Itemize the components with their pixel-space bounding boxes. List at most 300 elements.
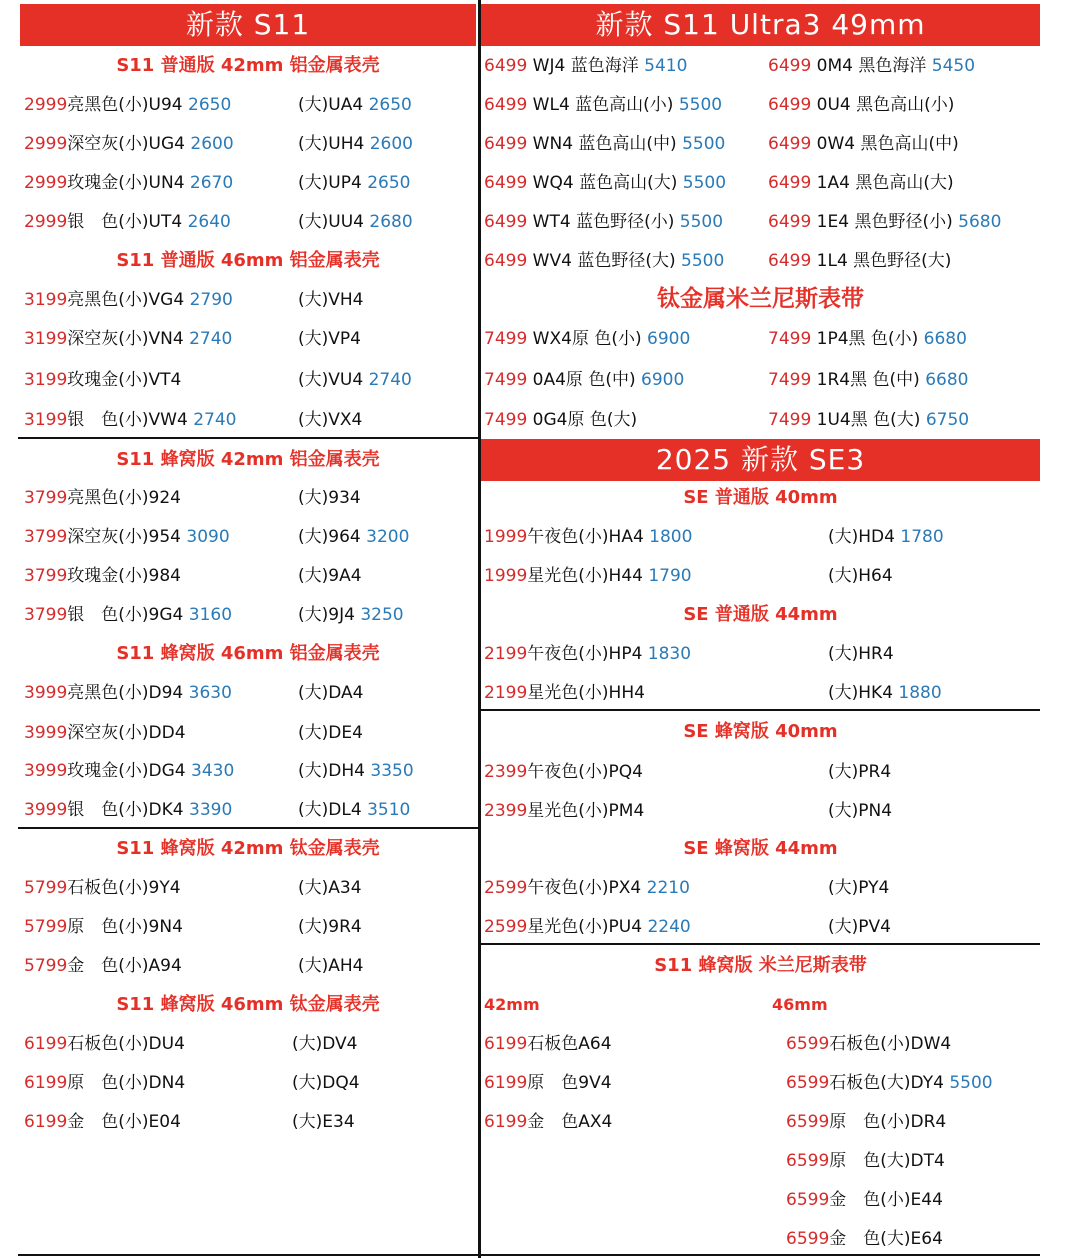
divider-right-2 xyxy=(480,943,1040,945)
item-code: 玫瑰金(小)UN4 xyxy=(67,173,185,193)
small-cell xyxy=(24,756,234,786)
section-title: S11 蜂窝版 42mm 铝金属表壳 xyxy=(116,449,380,470)
item-code: 深空灰(小)954 xyxy=(67,527,181,547)
stock-number: 6680 xyxy=(923,329,967,349)
item-code: 玫瑰金(小)VT4 xyxy=(67,370,182,390)
item-code: (大)VP4 xyxy=(298,329,361,349)
table-row xyxy=(24,522,498,552)
stock-number: 2600 xyxy=(190,134,234,154)
item-code: 0M4 黑色海洋 xyxy=(816,56,927,76)
item-code: (大)UA4 xyxy=(298,95,364,115)
table-row xyxy=(24,912,498,942)
price: 2599 xyxy=(484,917,528,937)
milanese-title: 钛金属米兰尼斯表带 xyxy=(657,286,864,312)
milanese-46-item xyxy=(786,1185,943,1215)
item-code: (大)HR4 xyxy=(828,644,894,664)
price: 6499 xyxy=(768,56,812,76)
large-cell xyxy=(298,207,413,237)
milanese-42-item xyxy=(484,1068,612,1098)
ultra-row-left xyxy=(484,324,690,354)
stock-number: 3160 xyxy=(188,605,233,625)
ultra-row-right xyxy=(768,324,967,354)
milanese-42-item xyxy=(484,1029,612,1059)
stock-number: 2680 xyxy=(369,212,413,232)
section-title: SE 普通版 40mm xyxy=(683,487,838,508)
stock-number: 6680 xyxy=(925,370,969,390)
item-code: WT4 蓝色野径(小) xyxy=(532,212,675,232)
item-code: 1P4黑 色(小) xyxy=(816,329,919,349)
item-code: 1L4 黑色野径(大) xyxy=(816,251,952,271)
ultra-row-right xyxy=(768,51,975,81)
table-row xyxy=(484,796,1028,826)
item-code: 星光色(小)PU4 xyxy=(527,917,643,937)
price: 1999 xyxy=(484,527,528,547)
price: 2999 xyxy=(24,173,68,193)
small-cell xyxy=(484,639,691,669)
milanese-46-item xyxy=(786,1224,943,1254)
price: 6499 xyxy=(768,173,812,193)
stock-number: 5500 xyxy=(678,95,723,115)
stock-number: 5500 xyxy=(682,173,727,193)
large-cell xyxy=(298,405,362,435)
item-code: (大)HD4 xyxy=(828,527,895,547)
stock-number: 1780 xyxy=(900,527,944,547)
large-cell xyxy=(828,796,892,826)
item-code: 金 色AX4 xyxy=(527,1112,613,1132)
large-cell xyxy=(298,522,409,552)
small-cell xyxy=(24,795,232,825)
ultra-row-left xyxy=(484,405,637,435)
small-cell xyxy=(24,405,236,435)
item-code: 玫瑰金(小)984 xyxy=(67,566,181,586)
small-cell xyxy=(24,365,181,395)
large-cell xyxy=(298,365,412,395)
price: 6499 xyxy=(484,212,528,232)
divider-left-2 xyxy=(18,827,479,829)
stock-number: 1790 xyxy=(648,566,692,586)
ultra-row-right xyxy=(768,90,954,120)
price: 2999 xyxy=(24,212,68,232)
item-code: (大)VU4 xyxy=(298,370,364,390)
small-cell xyxy=(24,1107,181,1137)
milanese-46-item xyxy=(786,1068,993,1098)
item-code: (大)E34 xyxy=(292,1112,355,1132)
small-cell xyxy=(24,324,232,354)
ultra-row-right xyxy=(768,365,968,395)
price: 3799 xyxy=(24,566,68,586)
section-title: S11 蜂窝版 米兰尼斯表带 xyxy=(654,955,867,976)
price: 7499 xyxy=(484,329,528,349)
price: 2999 xyxy=(24,134,68,154)
item-code: (大)934 xyxy=(298,488,361,508)
table-row xyxy=(484,757,1028,787)
small-cell xyxy=(24,483,181,513)
item-code: (大)DL4 xyxy=(298,800,362,820)
table-row xyxy=(24,324,498,354)
stock-number: 6900 xyxy=(647,329,691,349)
item-code: WL4 蓝色高山(小) xyxy=(532,95,674,115)
stock-number: 2210 xyxy=(646,878,690,898)
price: 3999 xyxy=(24,683,68,703)
price: 7499 xyxy=(484,370,528,390)
price: 6499 xyxy=(484,134,528,154)
price: 6499 xyxy=(484,251,528,271)
small-cell xyxy=(24,718,186,748)
item-code: 0U4 黑色高山(小) xyxy=(816,95,955,115)
stock-number: 2740 xyxy=(189,329,233,349)
section-title: S11 普通版 46mm 铝金属表壳 xyxy=(116,250,380,271)
item-code: 银 色(小)DK4 xyxy=(67,800,184,820)
item-code: WV4 蓝色野径(大) xyxy=(532,251,676,271)
item-code: 1R4黑 色(中) xyxy=(816,370,920,390)
price: 2399 xyxy=(484,762,528,782)
section-title: SE 普通版 44mm xyxy=(683,604,838,625)
price: 3199 xyxy=(24,370,68,390)
item-code: (大)VH4 xyxy=(298,290,364,310)
stock-number: 2650 xyxy=(368,95,412,115)
item-code: 原 色(小)DR4 xyxy=(829,1112,947,1132)
divider-bottom xyxy=(18,1254,1040,1256)
item-code: (大)DQ4 xyxy=(292,1073,360,1093)
price: 6499 xyxy=(768,95,812,115)
price: 6199 xyxy=(484,1034,528,1054)
stock-number: 2670 xyxy=(189,173,234,193)
banner-se3: 2025 新款 SE3 xyxy=(481,439,1040,481)
section-title: S11 蜂窝版 42mm 钛金属表壳 xyxy=(116,838,380,859)
table-row xyxy=(484,678,1028,708)
item-code: (大)H64 xyxy=(828,566,893,586)
price: 6199 xyxy=(24,1112,68,1132)
item-code: (大)UP4 xyxy=(298,173,362,193)
price: 7499 xyxy=(768,329,812,349)
item-code: 金 色(大)E64 xyxy=(829,1229,943,1249)
item-code: (大)DA4 xyxy=(298,683,364,703)
small-cell xyxy=(24,873,181,903)
price: 6499 xyxy=(484,56,528,76)
stock-number: 5410 xyxy=(644,56,688,76)
price: 7499 xyxy=(768,370,812,390)
item-code: (大)DV4 xyxy=(292,1034,358,1054)
table-row xyxy=(24,600,498,630)
price: 6599 xyxy=(786,1190,830,1210)
ultra-row-left xyxy=(484,246,724,276)
item-code: 0G4原 色(大) xyxy=(532,410,638,430)
item-code: 亮黑色(小)VG4 xyxy=(67,290,185,310)
item-code: (大)DH4 xyxy=(298,761,365,781)
table-row xyxy=(24,873,498,903)
table-row xyxy=(24,365,498,395)
table-row xyxy=(24,285,498,315)
stock-number: 6900 xyxy=(641,370,685,390)
ultra-row-left xyxy=(484,168,726,198)
large-cell xyxy=(298,951,364,981)
table-row xyxy=(24,90,498,120)
large-cell xyxy=(292,1107,355,1137)
item-code: 0W4 黑色高山(中) xyxy=(816,134,959,154)
price: 5799 xyxy=(24,878,68,898)
ultra-row-left xyxy=(484,90,722,120)
section-title: S11 蜂窝版 46mm 铝金属表壳 xyxy=(116,643,380,664)
stock-number: 2790 xyxy=(189,290,233,310)
table-row xyxy=(24,951,498,981)
ultra-row-right xyxy=(768,405,969,435)
item-code: WX4原 色(小) xyxy=(532,329,642,349)
small-cell xyxy=(24,522,230,552)
item-code: 午夜色(小)PQ4 xyxy=(527,762,643,782)
item-code: 石板色(小)DW4 xyxy=(829,1034,952,1054)
price: 2199 xyxy=(484,644,528,664)
item-code: 金 色(小)E44 xyxy=(829,1190,943,1210)
table-row xyxy=(24,1029,492,1059)
small-cell xyxy=(484,912,691,942)
item-code: (大)UU4 xyxy=(298,212,364,232)
large-cell xyxy=(828,912,891,942)
table-row xyxy=(24,405,498,435)
large-cell xyxy=(828,678,942,708)
item-code: 午夜色(小)PX4 xyxy=(527,878,642,898)
price: 3999 xyxy=(24,723,68,743)
small-cell xyxy=(484,678,645,708)
item-code: (大)A34 xyxy=(298,878,362,898)
price: 3799 xyxy=(24,605,68,625)
small-cell xyxy=(484,522,692,552)
price: 6599 xyxy=(786,1229,830,1249)
item-code: 亮黑色(小)U94 xyxy=(67,95,183,115)
stock-number: 5680 xyxy=(958,212,1002,232)
item-code: 银 色(小)9G4 xyxy=(67,605,184,625)
stock-number: 1880 xyxy=(898,683,942,703)
stock-number: 3390 xyxy=(189,800,233,820)
table-row xyxy=(484,561,1028,591)
stock-number: 2740 xyxy=(193,410,237,430)
price: 6499 xyxy=(484,173,528,193)
small-cell xyxy=(24,600,232,630)
large-cell xyxy=(828,522,944,552)
item-code: 原 色(小)9N4 xyxy=(67,917,183,937)
price: 6599 xyxy=(786,1034,830,1054)
item-code: 金 色(小)E04 xyxy=(67,1112,181,1132)
large-cell xyxy=(298,324,361,354)
table-row xyxy=(484,522,1028,552)
item-code: 深空灰(小)VN4 xyxy=(67,329,184,349)
price: 3999 xyxy=(24,800,68,820)
item-code: 石板色A64 xyxy=(527,1034,612,1054)
item-code: WJ4 蓝色海洋 xyxy=(532,56,639,76)
banner-s11: 新款 S11 xyxy=(20,4,476,46)
price: 5799 xyxy=(24,956,68,976)
price: 3199 xyxy=(24,329,68,349)
large-cell xyxy=(298,678,364,708)
stock-number: 5500 xyxy=(949,1073,993,1093)
price: 6499 xyxy=(768,212,812,232)
price: 6199 xyxy=(24,1034,68,1054)
stock-number: 6750 xyxy=(925,410,970,430)
small-cell xyxy=(24,1029,185,1059)
stock-number: 2240 xyxy=(647,917,691,937)
table-row xyxy=(484,912,1028,942)
item-code: WN4 蓝色高山(中) xyxy=(532,134,677,154)
banner-s11-ultra3: 新款 S11 Ultra3 49mm xyxy=(481,4,1040,46)
table-row xyxy=(24,129,498,159)
milanese-46-item xyxy=(786,1107,946,1137)
item-code: 石板色(小)DU4 xyxy=(67,1034,185,1054)
price: 7499 xyxy=(768,410,812,430)
item-code: (大)964 xyxy=(298,527,361,547)
item-code: 星光色(小)H44 xyxy=(527,566,643,586)
stock-number: 5500 xyxy=(681,251,725,271)
stock-number: 2650 xyxy=(188,95,232,115)
stock-number: 3090 xyxy=(186,527,230,547)
item-code: 0A4原 色(中) xyxy=(532,370,636,390)
price: 1999 xyxy=(484,566,528,586)
item-code: 亮黑色(小)924 xyxy=(67,488,181,508)
large-cell xyxy=(828,561,893,591)
table-row xyxy=(484,639,1028,669)
price: 6499 xyxy=(484,95,528,115)
large-cell xyxy=(298,561,362,591)
item-code: 星光色(小)HH4 xyxy=(527,683,645,703)
stock-number: 3430 xyxy=(191,761,235,781)
item-code: 1A4 黑色高山(大) xyxy=(816,173,954,193)
section-title: S11 蜂窝版 46mm 钛金属表壳 xyxy=(116,994,380,1015)
price: 6199 xyxy=(484,1073,528,1093)
price: 2399 xyxy=(484,801,528,821)
milanese-42-item xyxy=(484,1107,612,1137)
small-cell xyxy=(24,129,234,159)
divider-right-1 xyxy=(480,709,1040,711)
small-cell xyxy=(24,168,233,198)
small-cell xyxy=(24,207,231,237)
price: 6599 xyxy=(786,1151,830,1171)
ultra-row-right xyxy=(768,129,959,159)
item-code: 1U4黑 色(大) xyxy=(816,410,921,430)
item-code: (大)PY4 xyxy=(828,878,890,898)
price: 3199 xyxy=(24,410,68,430)
stock-number: 5450 xyxy=(931,56,976,76)
small-cell xyxy=(24,951,182,981)
stock-number: 2740 xyxy=(368,370,412,390)
table-row xyxy=(24,795,498,825)
large-cell xyxy=(298,285,364,315)
stock-number: 5500 xyxy=(682,134,726,154)
small-cell xyxy=(24,90,231,120)
item-code: 原 色9V4 xyxy=(527,1073,612,1093)
stock-number: 3510 xyxy=(367,800,411,820)
price: 3799 xyxy=(24,527,68,547)
large-cell xyxy=(828,639,894,669)
stock-number: 5500 xyxy=(679,212,724,232)
ultra-row-left xyxy=(484,129,725,159)
stock-number: 3250 xyxy=(360,605,404,625)
item-code: (大)DE4 xyxy=(298,723,363,743)
milanese-46-item xyxy=(786,1146,945,1176)
item-code: 深空灰(小)DD4 xyxy=(67,723,186,743)
small-cell xyxy=(484,873,690,903)
price: 6599 xyxy=(786,1073,830,1093)
small-cell xyxy=(484,757,643,787)
item-code: 玫瑰金(小)DG4 xyxy=(67,761,186,781)
table-row xyxy=(24,207,498,237)
table-row xyxy=(24,168,498,198)
stock-number: 2650 xyxy=(367,173,411,193)
large-cell xyxy=(298,600,404,630)
price: 3199 xyxy=(24,290,68,310)
stock-number: 1800 xyxy=(649,527,693,547)
stock-number: 2600 xyxy=(369,134,413,154)
small-cell xyxy=(484,796,644,826)
large-cell xyxy=(298,795,410,825)
item-code: (大)9J4 xyxy=(298,605,355,625)
large-cell xyxy=(298,483,361,513)
table-row xyxy=(24,1068,492,1098)
large-cell xyxy=(298,756,414,786)
item-code: 午夜色(小)HA4 xyxy=(527,527,644,547)
table-row xyxy=(484,873,1028,903)
small-cell xyxy=(24,285,233,315)
ultra-row-left xyxy=(484,207,723,237)
table-row xyxy=(24,1107,492,1137)
table-row xyxy=(24,483,498,513)
ultra-row-right xyxy=(768,168,954,198)
price: 6499 xyxy=(768,251,812,271)
small-cell xyxy=(24,912,183,942)
item-code: (大)UH4 xyxy=(298,134,365,154)
price: 3999 xyxy=(24,761,68,781)
price: 2599 xyxy=(484,878,528,898)
section-title: SE 蜂窝版 44mm xyxy=(683,838,838,859)
large-cell xyxy=(298,718,363,748)
size-label-42: 42mm xyxy=(484,995,540,1014)
small-cell xyxy=(24,561,181,591)
item-code: 原 色(小)DN4 xyxy=(67,1073,186,1093)
section-title: SE 蜂窝版 40mm xyxy=(683,721,838,742)
ultra-row-left xyxy=(484,365,684,395)
item-code: (大)9R4 xyxy=(298,917,362,937)
size-label-46: 46mm xyxy=(772,995,828,1014)
large-cell xyxy=(828,757,891,787)
item-code: (大)AH4 xyxy=(298,956,364,976)
section-title: S11 普通版 42mm 铝金属表壳 xyxy=(116,55,380,76)
small-cell xyxy=(484,561,692,591)
item-code: 亮黑色(小)D94 xyxy=(67,683,184,703)
item-code: 1E4 黑色野径(小) xyxy=(816,212,953,232)
stock-number: 3350 xyxy=(370,761,414,781)
price: 3799 xyxy=(24,488,68,508)
ultra-row-left xyxy=(484,51,687,81)
price: 6499 xyxy=(768,134,812,154)
divider-left-1 xyxy=(18,437,479,439)
item-code: WQ4 蓝色高山(大) xyxy=(532,173,678,193)
price: 7499 xyxy=(484,410,528,430)
price: 2999 xyxy=(24,95,68,115)
large-cell xyxy=(298,90,412,120)
stock-number: 1830 xyxy=(647,644,692,664)
table-row xyxy=(24,678,498,708)
large-cell xyxy=(828,873,889,903)
table-row xyxy=(24,756,498,786)
price: 6599 xyxy=(786,1112,830,1132)
item-code: (大)9A4 xyxy=(298,566,362,586)
item-code: 原 色(大)DT4 xyxy=(829,1151,945,1171)
price: 5799 xyxy=(24,917,68,937)
item-code: 深空灰(小)UG4 xyxy=(67,134,185,154)
item-code: 金 色(小)A94 xyxy=(67,956,182,976)
item-code: (大)PN4 xyxy=(828,801,893,821)
ultra-row-right xyxy=(768,246,951,276)
item-code: (大)VX4 xyxy=(298,410,363,430)
item-code: (大)PR4 xyxy=(828,762,892,782)
item-code: 石板色(小)9Y4 xyxy=(67,878,181,898)
